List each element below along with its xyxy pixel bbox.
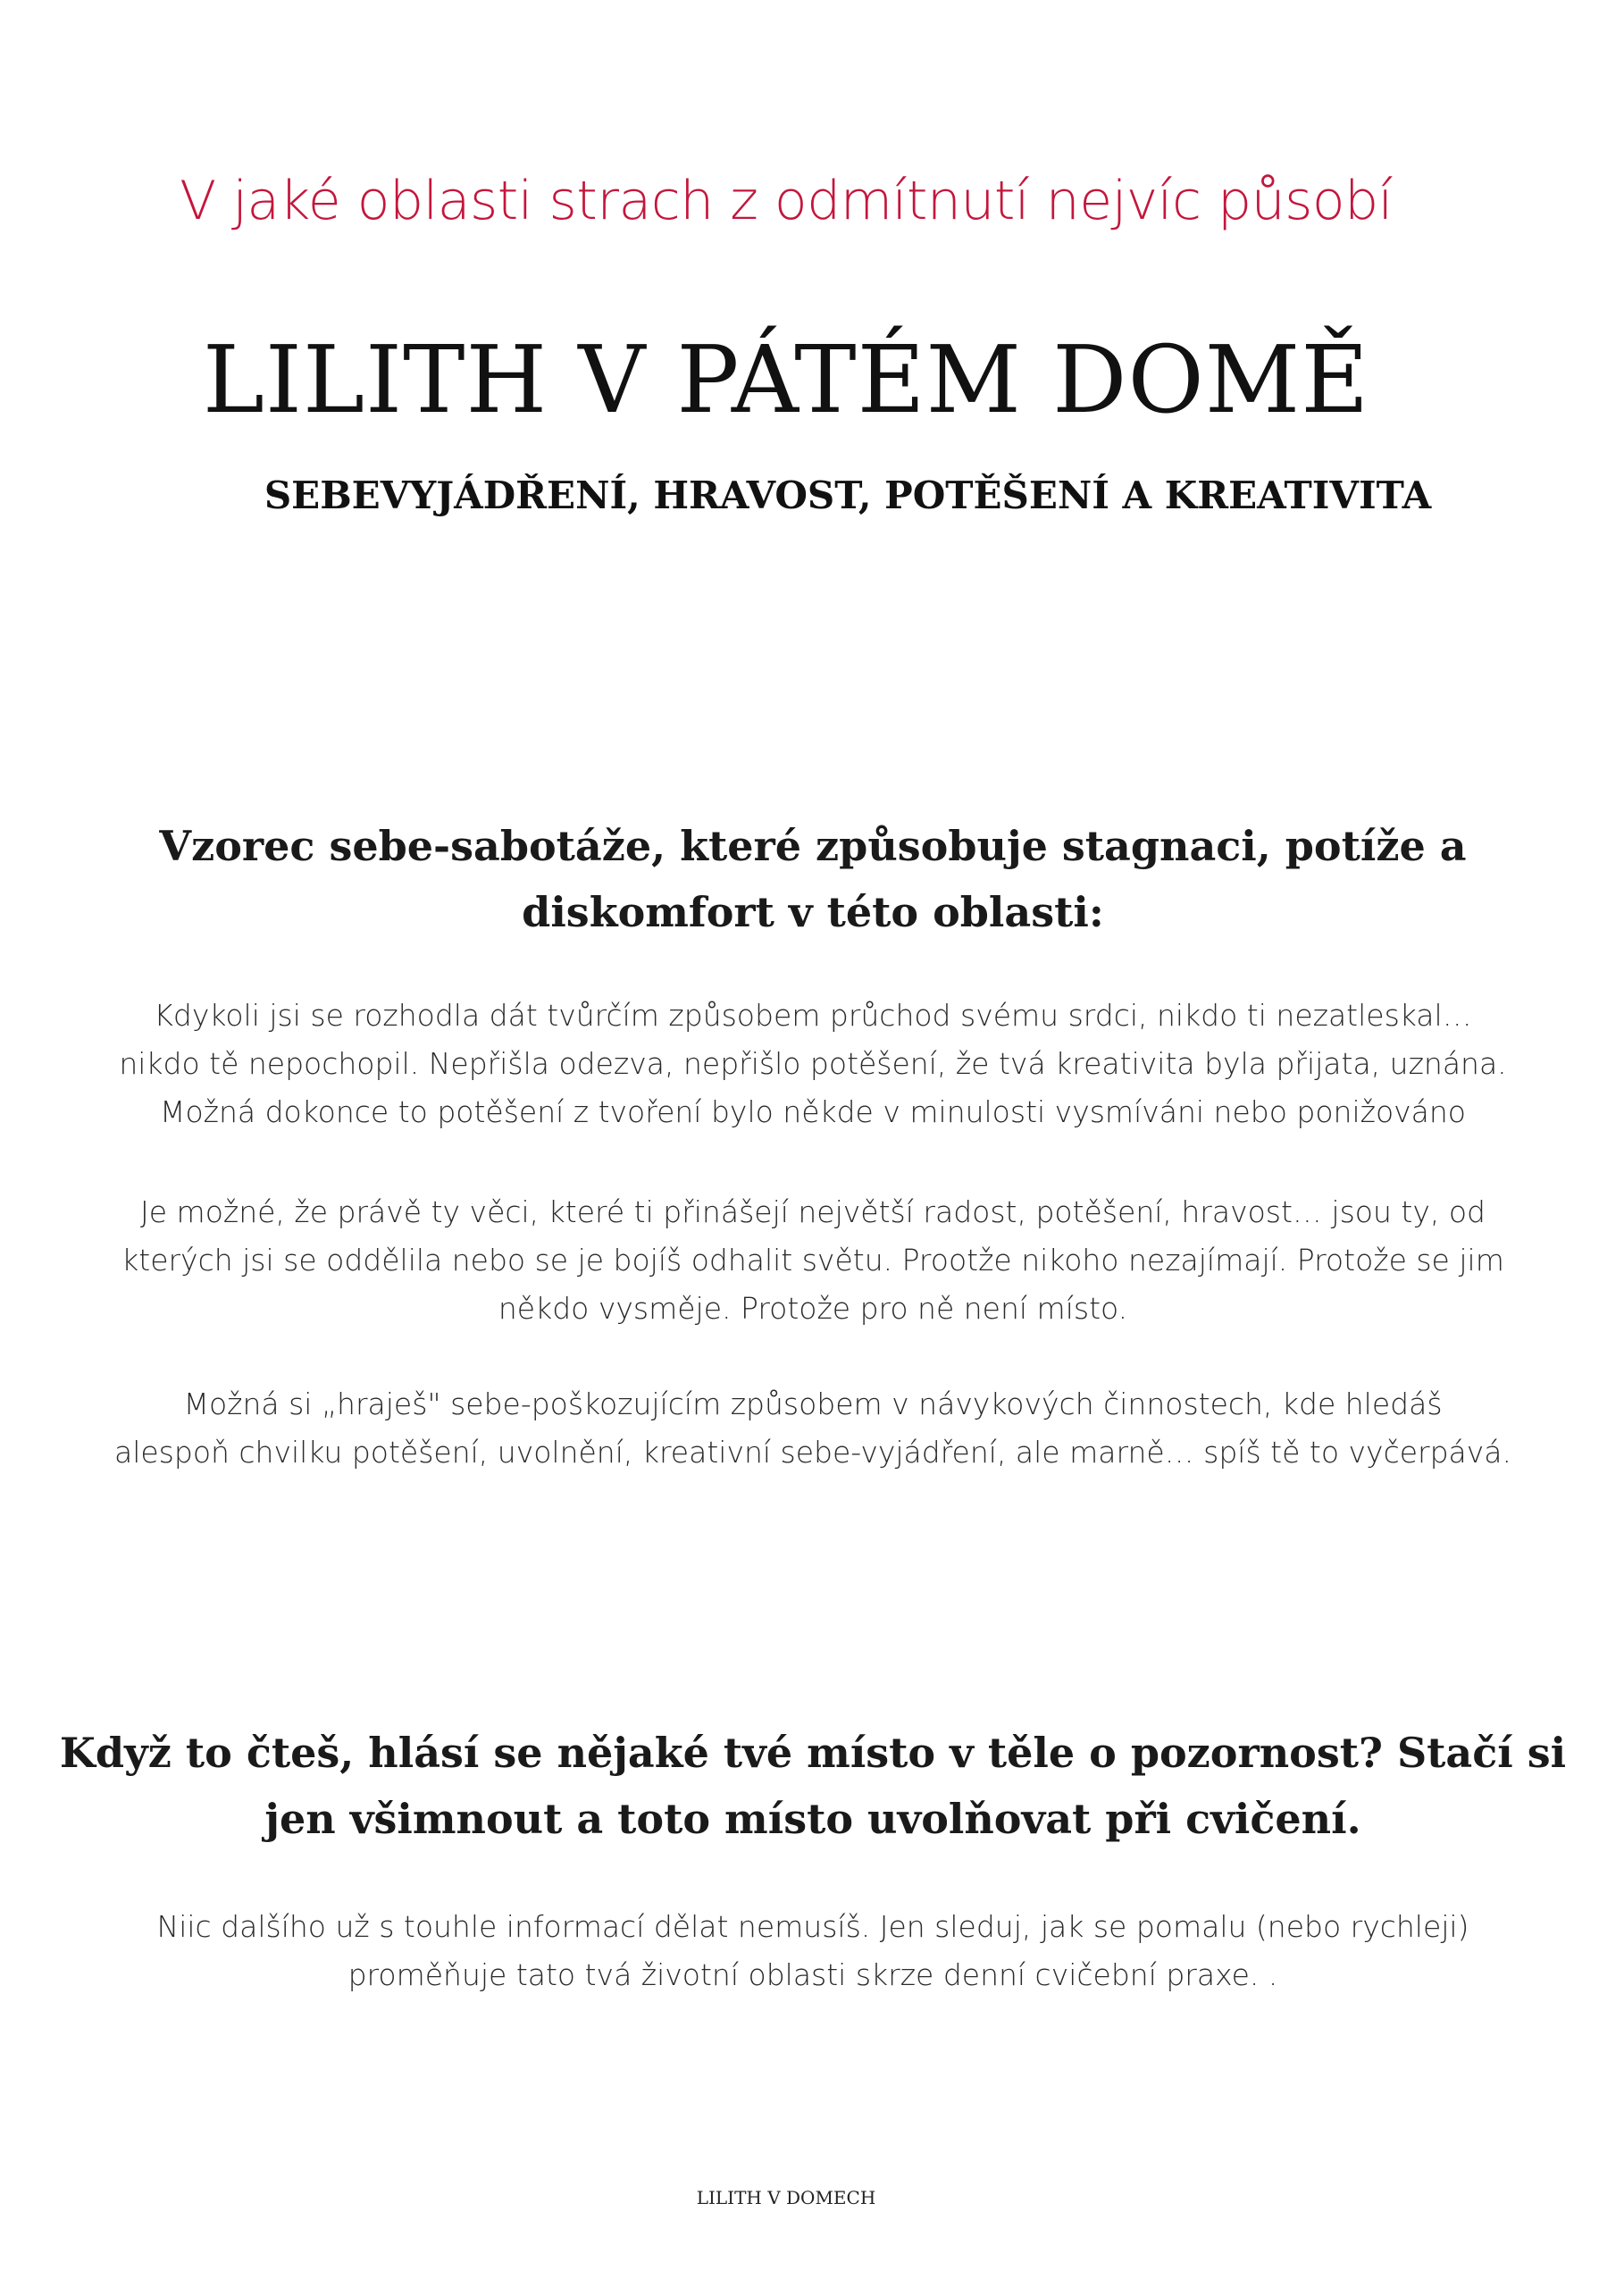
paragraph-line: alespoň chvilku potěšení, uvolnění, kreativní sebe-vyjádření, ale marně… spíš tě to vyčerpává. (113, 1435, 1511, 1470)
page-subtitle (0, 469, 1624, 523)
paragraph-4 (98, 1903, 1528, 1999)
paragraph-1 (98, 992, 1528, 1136)
section-2-heading (54, 1720, 1572, 1852)
paragraph-line: Možná si „hraješ" sebe-poškozujícím způsobem v návykových činnostech, kde hledáš (183, 1386, 1443, 1421)
heading-line: jen všimnout a toto místo uvolňovat při cvičení. (264, 1795, 1361, 1843)
paragraph-3 (98, 1380, 1528, 1477)
paragraph-line: Niic dalšího už s touhle informací dělat nemusíš. Jen sleduj, jak se pomalu (nebo rychleji) (156, 1909, 1469, 1944)
heading-line: diskomfort v této oblasti: (522, 888, 1104, 936)
paragraph-line: proměňuje tato tvá životní oblasti skrze denní cvičební praxe. . (347, 1957, 1278, 1992)
section-1-heading (98, 813, 1528, 945)
paragraph-line: Možná dokonce to potěšení z tvoření bylo někde v minulosti vysmíváni nebo ponižováno (159, 1094, 1466, 1129)
page-footer: LILITH V DOMECH (696, 2187, 876, 2208)
paragraph-2 (98, 1188, 1528, 1333)
page-title: LILITH V PÁTÉM DOMĚ (202, 325, 1370, 434)
subtitle-text: SEBEVYJÁDŘENÍ, HRAVOST, POTĚŠENÍ A KREATIVITA (264, 473, 1432, 517)
paragraph-line: kterých jsi se oddělila nebo se je bojíš odhalit světu. Prootže nikoho nezajímají. Protože se jim (121, 1243, 1504, 1278)
paragraph-line: Je možné, že právě ty věci, které ti přinášejí největší radost, potěšení, hravost… jsou ty, od (140, 1194, 1486, 1229)
paragraph-line: Kdykoli jsi se rozhodla dát tvůrčím způsobem průchod svému srdci, nikdo ti nezatleskal… (154, 998, 1472, 1033)
heading-line: Vzorec sebe-sabotáže, které způsobuje stagnaci, potíže a (159, 822, 1467, 870)
kicker-question: V jaké oblasti strach z odmítnutí nejvíc působí (180, 170, 1393, 232)
paragraph-line: nikdo tě nepochopil. Nepřišla odezva, nepřišlo potěšení, že tvá kreativita byla přijata, uznána. (119, 1046, 1507, 1081)
paragraph-line: někdo vysměje. Protože pro ně není místo. (498, 1291, 1128, 1326)
heading-line: Když to čteš, hlásí se nějaké tvé místo v těle o pozornost? Stačí si (59, 1729, 1567, 1777)
